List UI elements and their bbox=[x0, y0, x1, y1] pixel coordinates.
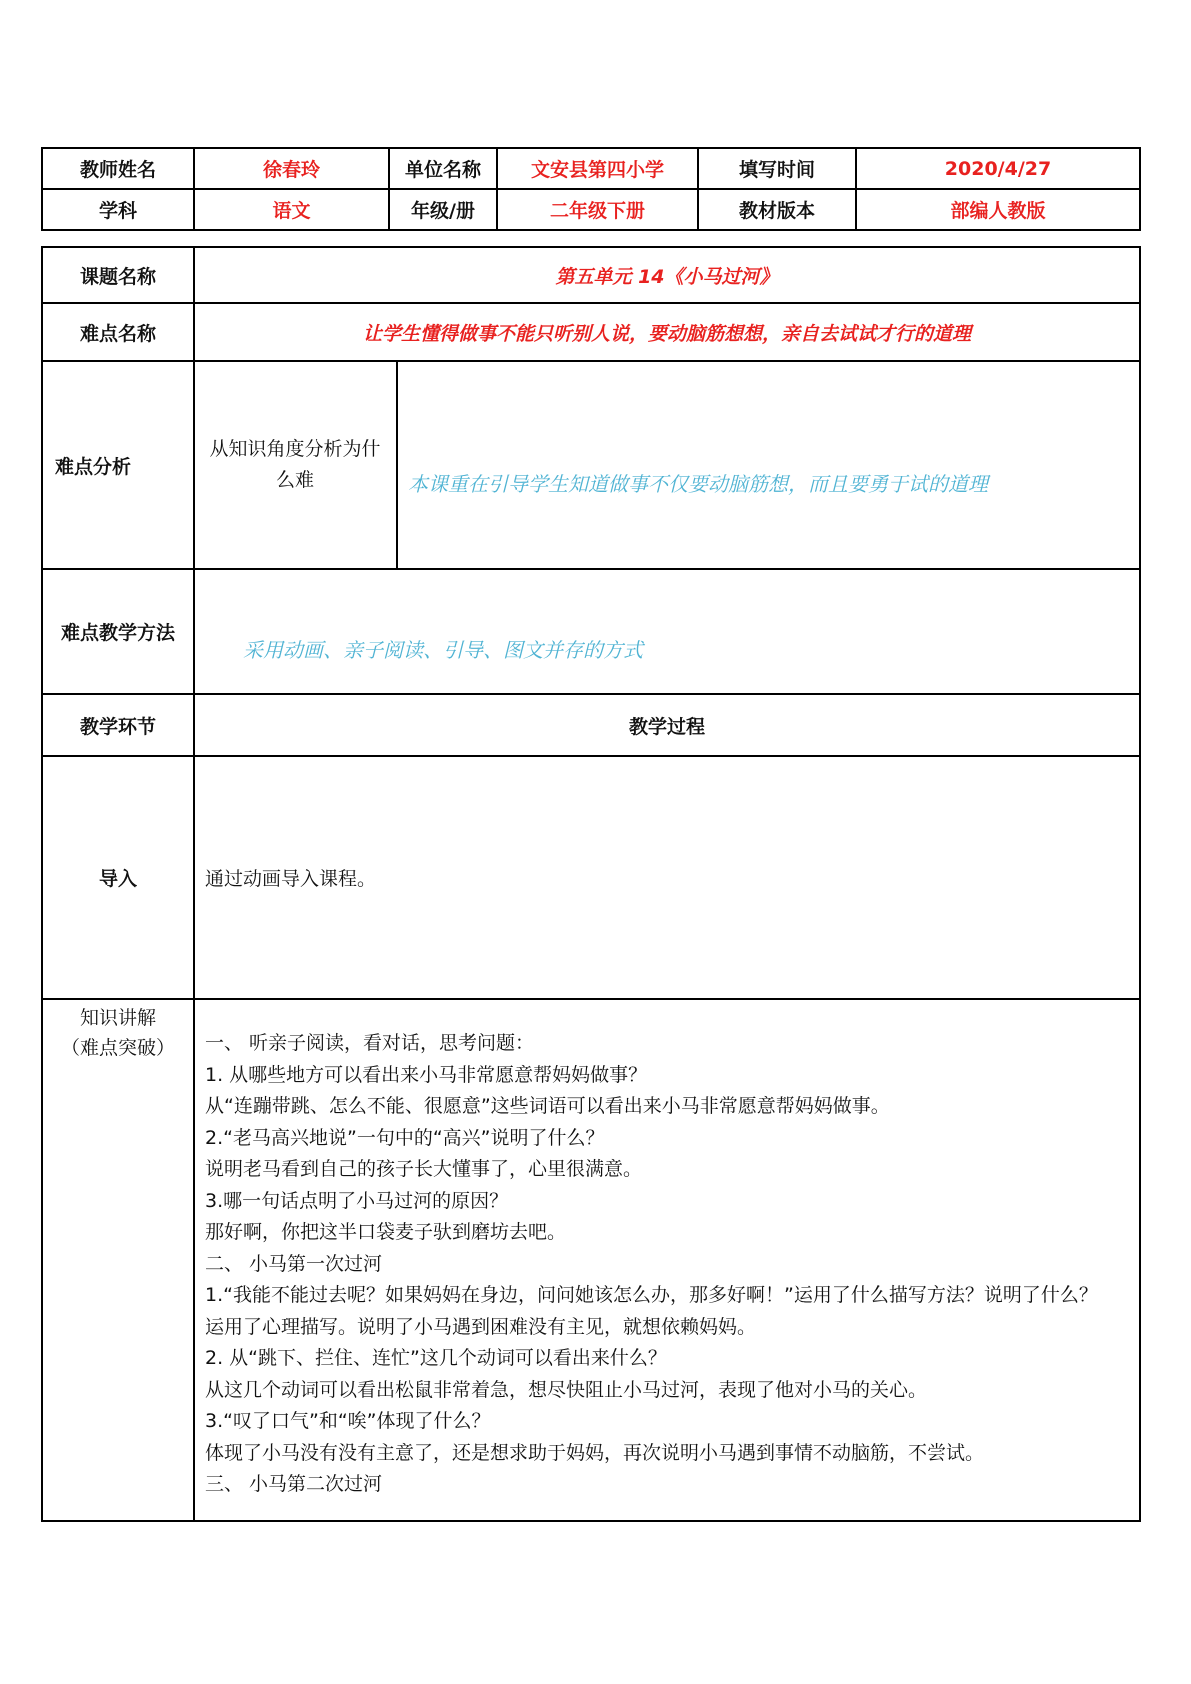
difficulty-label: 难点名称 bbox=[79, 322, 156, 345]
analysis-label: 难点分析 bbox=[55, 455, 132, 478]
difficulty-value: 让学生懂得做事不能只听别人说，要动脑筋想想，亲自去试试才行的道理 bbox=[362, 322, 971, 345]
knowledge-label-line-1: 知识讲解 bbox=[79, 1007, 156, 1029]
content-line: 一、 听亲子阅读，看对话，思考问题： bbox=[205, 1032, 535, 1054]
lesson-label-column-divider bbox=[193, 246, 195, 1522]
content-line: 从“连蹦带跳、怎么不能、很愿意”这些词语可以看出来小马非常愿意帮妈妈做事。 bbox=[205, 1095, 890, 1117]
content-line: 3.哪一句话点明了小马过河的原因？ bbox=[205, 1189, 509, 1212]
intro-label: 导入 bbox=[98, 868, 137, 890]
content-line: 运用了心理描写。说明了小马遇到困难没有主见，就想依赖妈妈。 bbox=[205, 1315, 757, 1338]
grade-label: 年级/册 bbox=[411, 200, 475, 222]
method-value: 采用动画、亲子阅读、引导、图文并存的方式 bbox=[243, 637, 643, 662]
knowledge-content bbox=[205, 1028, 1140, 1501]
subject-value: 语文 bbox=[272, 200, 311, 222]
subject-label: 学科 bbox=[98, 200, 137, 222]
method-label: 难点教学方法 bbox=[60, 622, 175, 644]
content-line: 2. 从“跳下、拦住、连忙”这几个动词可以看出来什么？ bbox=[205, 1347, 667, 1369]
content-line: 3.“叹了口气”和“唉”体现了什么？ bbox=[205, 1410, 491, 1432]
content-line: 2.“老马高兴地说”一句中的“高兴”说明了什么？ bbox=[205, 1126, 605, 1149]
content-line: 二、 小马第一次过河 bbox=[205, 1252, 383, 1275]
grade-value: 二年级下册 bbox=[549, 200, 645, 222]
unit-label: 单位名称 bbox=[404, 159, 481, 181]
content-line: 说明老马看到自己的孩子长大懂事了，心里很满意。 bbox=[205, 1158, 643, 1180]
unit-value: 文安县第四小学 bbox=[530, 159, 664, 181]
content-line: 从这几个动词可以看出松鼠非常着急，想尽快阻止小马过河，表现了他对小马的关心。 bbox=[205, 1378, 928, 1401]
analysis-sub-divider bbox=[396, 360, 398, 568]
stage-header: 教学环节 bbox=[79, 715, 156, 738]
process-header: 教学过程 bbox=[628, 715, 705, 738]
topic-label: 课题名称 bbox=[79, 265, 156, 288]
content-line: 1. 从哪些地方可以看出来小马非常愿意帮妈妈做事？ bbox=[205, 1063, 648, 1086]
analysis-value: 本课重在引导学生知道做事不仅要动脑筋想，而且要勇于试的道理 bbox=[408, 471, 988, 496]
date-label: 填写时间 bbox=[738, 159, 815, 181]
row-divider bbox=[41, 568, 1141, 570]
topic-value: 第五单元 14《小马过河》 bbox=[555, 265, 779, 288]
teacher-label: 教师姓名 bbox=[79, 159, 156, 181]
teacher-value: 徐春玲 bbox=[262, 159, 320, 181]
analysis-sub-label: 从知识角度分析为什么难 bbox=[209, 438, 381, 491]
knowledge-label-line-2: （难点突破） bbox=[60, 1037, 175, 1059]
edition-label: 教材版本 bbox=[738, 200, 815, 222]
edition-value: 部编人教版 bbox=[950, 200, 1046, 222]
intro-value: 通过动画导入课程。 bbox=[205, 868, 377, 890]
content-line: 1.“我能不能过去呢？如果妈妈在身边，问问她该怎么办，那多好啊！”运用了什么描写方法？说明了什么？ bbox=[205, 1284, 1098, 1306]
content-line: 体现了小马没有没有主意了，还是想求助于妈妈，再次说明小马遇到事情不动脑筋，不尝试。 bbox=[205, 1441, 985, 1464]
content-line: 三、 小马第二次过河 bbox=[205, 1473, 383, 1495]
knowledge-label bbox=[43, 1003, 193, 1063]
date-value: 2020/4/27 bbox=[944, 157, 1052, 180]
row-divider bbox=[41, 998, 1141, 1000]
content-line: 那好啊，你把这半口袋麦子驮到磨坊去吧。 bbox=[205, 1221, 567, 1243]
